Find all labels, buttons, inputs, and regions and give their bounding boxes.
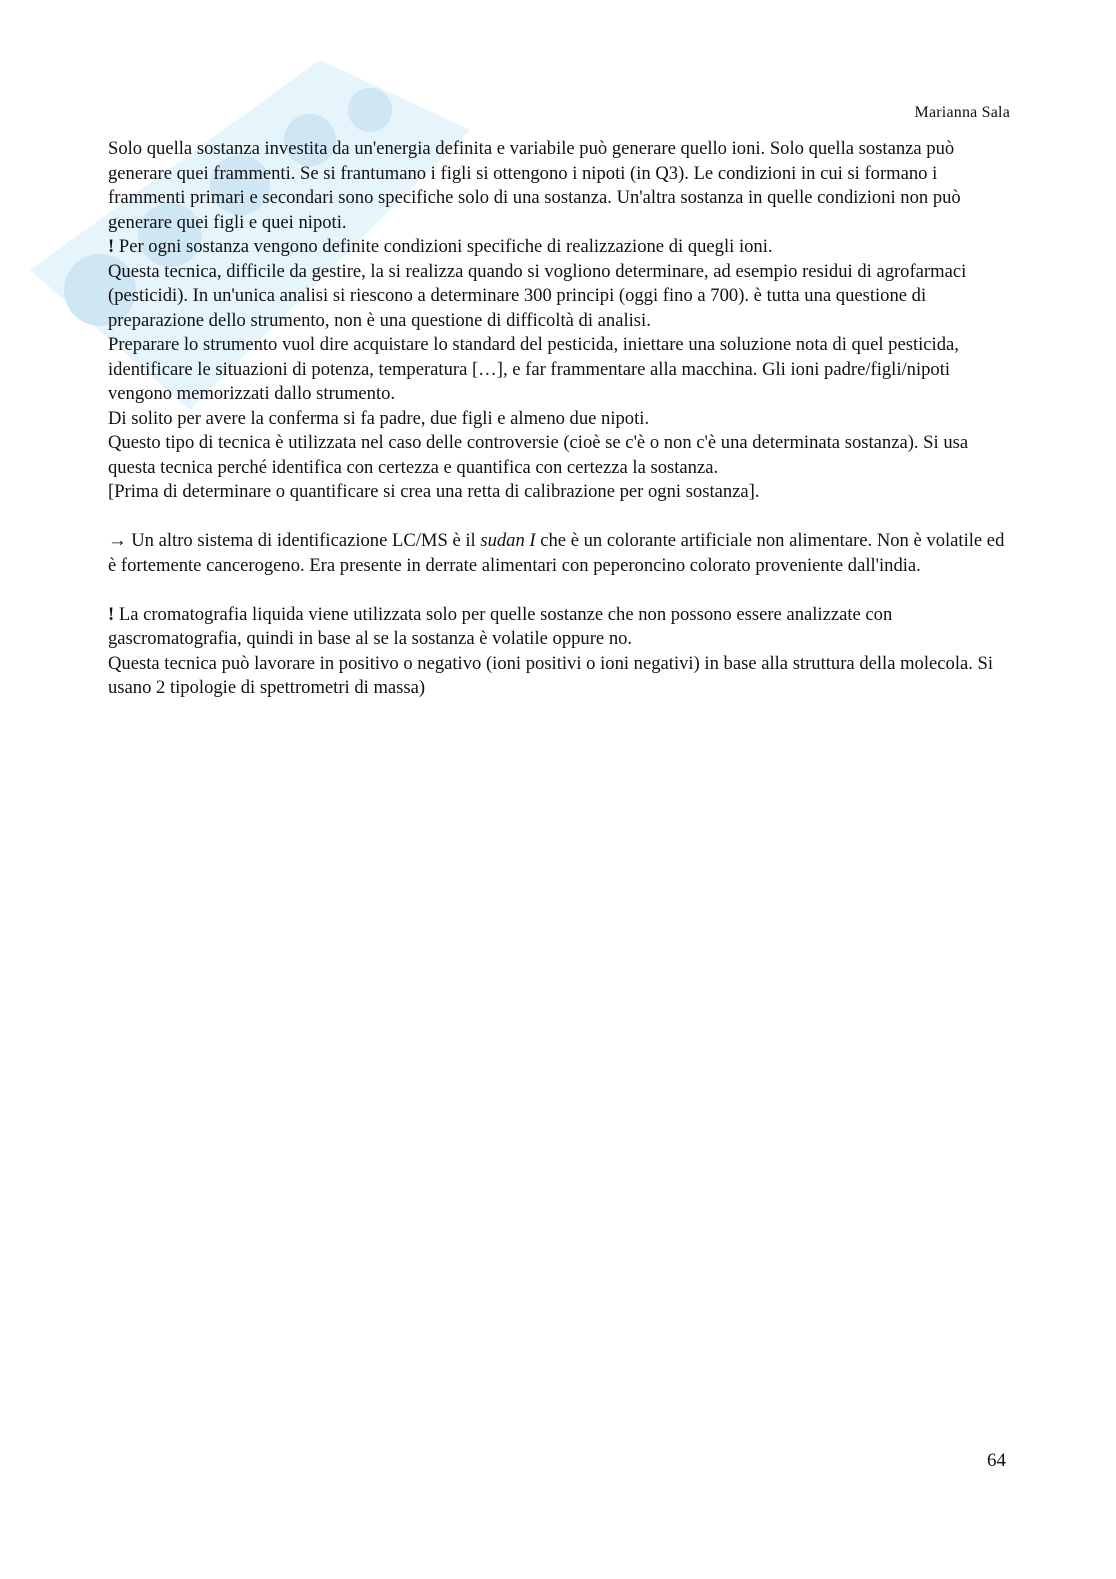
document-body	[108, 137, 1013, 701]
paragraph-gap	[108, 578, 1013, 603]
paragraph-text: La cromatografia liquida viene utilizzata solo per quelle sostanze che non possono essere analizzate con gascromatografia, quindi in base al se la sostanza è volatile oppure no.	[108, 603, 893, 649]
paragraph: Questa tecnica può lavorare in positivo o negativo (ioni positivi o ioni negativi) in base alla struttura della molecola. Si usano 2 tipologie di spettrometri di massa)	[108, 652, 994, 698]
page-number: 64	[987, 1450, 1006, 1471]
paragraph-text: Un altro sistema di identificazione LC/MS è il	[126, 530, 481, 551]
exclamation-mark: !	[108, 236, 115, 257]
paragraph: Preparare lo strumento vuol dire acquistare lo standard del pesticida, iniettare una soluzione nota di quel pesticida, identificare le situazioni di potenza, temperatura […], e far frammentare alla macchina. Gli ioni padre/figli/nipoti vengono memorizzati dallo strumento.	[108, 334, 959, 404]
paragraph: Di solito per avere la conferma si fa padre, due figli e almeno due nipoti.	[108, 407, 650, 429]
paragraph	[108, 235, 1013, 260]
paragraph: Questo tipo di tecnica è utilizzata nel caso delle controversie (cioè se c'è o non c'è una determinata sostanza). Si usa questa tecnica perché identifica con certezza e quantifica con certezza la sostanza.	[108, 432, 969, 478]
paragraph	[108, 603, 1013, 652]
paragraph: Questa tecnica, difficile da gestire, la si realizza quando si vogliono determinare, ad esempio residui di agrofarmaci (pesticidi). In un'unica analisi si riescono a determinare 300 principi (oggi fino a 700). è tutta una questione di preparazione dello strumento, non è una questione di difficoltà di analisi.	[108, 260, 967, 331]
italic-term: sudan I	[480, 530, 536, 551]
paragraph-text: che è un colorante artificiale non alimentare. Non è volatile ed è fortemente cancerogeno. Era presente in derrate alimentari con peperoncino colorato proveniente dall'india.	[108, 530, 1005, 576]
exclamation-mark: !	[108, 603, 115, 625]
paragraph: Solo quella sostanza investita da un'energia definita e variabile può generare quello ioni. Solo quella sostanza può generare quei frammenti. Se si frantumano i figli si ottengono i nipoti (in Q3). Le condizioni in cui si formano i frammenti primari e secondari sono specifiche solo di una sostanza. Un'altra sostanza in quelle condizioni non può generare quei figli e quei nipoti.	[108, 138, 961, 233]
arrow-icon: →	[108, 530, 127, 551]
paragraph-text: Per ogni sostanza vengono definite condizioni specifiche di realizzazione di quegli ioni.	[114, 236, 773, 257]
paragraph-gap	[108, 505, 1013, 530]
paragraph	[108, 529, 1013, 578]
author-header: Marianna Sala	[914, 104, 1010, 121]
paragraph: [Prima di determinare o quantificare si crea una retta di calibrazione per ogni sostanza].	[108, 481, 760, 502]
